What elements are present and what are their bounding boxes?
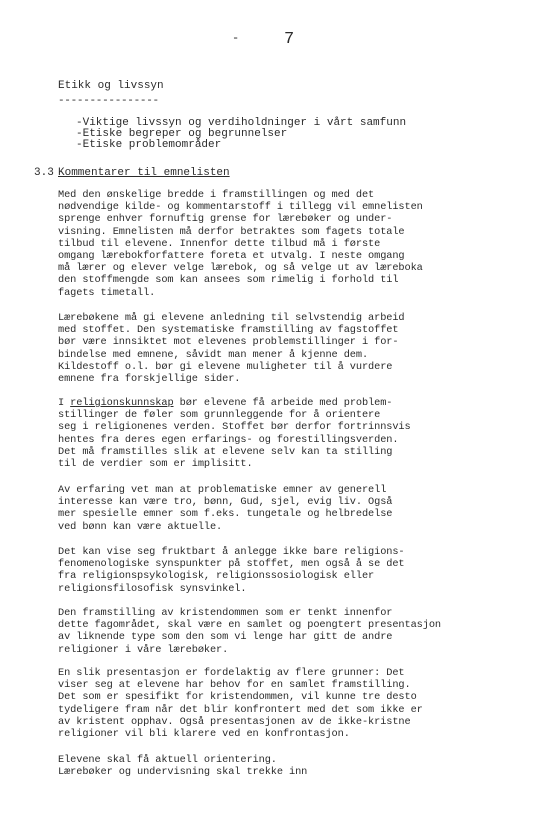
paragraph-5 xyxy=(58,546,405,595)
text-line: tilbud til elevene. Innenfor dette tilbud må i første xyxy=(58,237,381,250)
text-line: stillinger de føler som grunnleggende for å orientere xyxy=(58,409,381,422)
text-line: religionsfilosofisk synsvinkel. xyxy=(58,582,247,595)
text-line: hentes fra deres egen erfarings- og forestillingsverden. xyxy=(58,433,399,446)
text-line: omgang lærebokforfattere foreta et utvalg. I neste omgang xyxy=(58,250,405,263)
text-line: religioner i våre lærebøker. xyxy=(58,643,229,656)
text-line: til de verdier som er implisitt. xyxy=(58,458,253,471)
text-line: bindelse med emnene, såvidt man mener å kjenne dem. xyxy=(58,348,369,361)
text-line: emnene fra forskjellige sider. xyxy=(58,373,241,386)
text-line: bør være innsiktet mot elevenes problemstillinger i for- xyxy=(58,336,399,349)
topic-item: -Viktige livssyn og verdiholdninger i vårt samfunn xyxy=(76,117,407,129)
page-number: 7 xyxy=(284,30,295,49)
topic-item: -Etiske begreper og begrunnelser xyxy=(76,128,288,140)
text-line: må lærer og elever velge lærebok, og så velge ut av læreboka xyxy=(58,262,423,275)
text-line: visning. Emnelisten må derfor betraktes som fagets totale xyxy=(58,225,405,238)
text-line: den stoffmengde som kan ansees som rimelig i forhold til xyxy=(58,274,399,287)
heading-etikk-og-livssyn: Etikk og livssyn xyxy=(58,80,164,92)
text-line: mer spesielle emner som f.eks. tungetale og helbredelse xyxy=(58,508,393,521)
text-line: fra religionspsykologisk, religionssosiologisk eller xyxy=(58,570,375,583)
paragraph-3 xyxy=(58,397,411,470)
text-line: Det kan vise seg fruktbart å anlegge ikke bare religions- xyxy=(58,546,405,558)
text-line: Det som er spesifikt for kristendommen, vil kunne tre desto xyxy=(58,691,417,704)
paragraph-2 xyxy=(58,312,405,385)
text-line: nødvendige kilde- og kommentarstoff i tillegg vil emnelisten xyxy=(58,201,423,214)
text-line: Den framstilling av kristendommen som er tenkt innenfor xyxy=(58,607,393,619)
text-line: interesse kan være tro, bønn, Gud, sjel, evig liv. Også xyxy=(58,496,393,509)
text-line: viser seg at elevene har behov for en samlet framstilling. xyxy=(58,679,411,692)
topic-list xyxy=(76,118,406,151)
text-line: Lærebøker og undervisning skal trekke inn xyxy=(58,766,308,779)
text-line: Det må framstilles slik at elevene selv kan ta stilling xyxy=(58,445,393,458)
paragraph-4 xyxy=(58,484,392,533)
text-line: En slik presentasjon er fordelaktig av flere grunner: Det xyxy=(58,667,405,679)
text-line: av kristent opphav. Også presentasjonen av de ikke-kristne xyxy=(58,715,411,728)
text-line: med stoffet. Den systematiske framstilling av fagstoffet xyxy=(58,324,399,337)
paragraph-6 xyxy=(58,607,441,656)
text-line: Av erfaring vet man at problematiske emner av generell xyxy=(58,484,387,496)
text-line: religioner vil bli klarere ved en konfrontasjon. xyxy=(58,728,350,741)
line-prefix: I xyxy=(58,397,71,409)
text-line: Elevene skal få aktuell orientering. xyxy=(58,754,277,766)
text-line xyxy=(58,397,411,409)
text-line: dette fagområdet, skal være en samlet og poengtert presentasjon xyxy=(58,619,441,632)
section-number: 3.3 xyxy=(34,167,54,179)
top-mark: - xyxy=(232,31,240,45)
section-title: Kommentarer til emnelisten xyxy=(58,167,230,179)
text-line: ved bønn kan være aktuelle. xyxy=(58,520,223,533)
paragraph-8 xyxy=(58,754,307,778)
paragraph-1 xyxy=(58,189,423,299)
text-line: fagets timetall. xyxy=(58,286,156,299)
text-line: Lærebøkene må gi elevene anledning til selvstendig arbeid xyxy=(58,312,405,324)
topic-item: -Etiske problemområder xyxy=(76,139,222,151)
line-suffix: bør elevene få arbeide med problem- xyxy=(173,397,393,409)
text-line: av liknende type som den som vi lenge har gitt de andre xyxy=(58,631,393,644)
text-line: Med den ønskelige bredde i framstillingen og med det xyxy=(58,189,375,201)
text-line: seg i religionenes verden. Stoffet bør derfor fortrinnsvis xyxy=(58,421,411,434)
text-line: sprenge enhver fornuftig grense for lærebøker og under- xyxy=(58,213,393,226)
paragraph-7 xyxy=(58,667,423,740)
text-line: tydeligere fram når det blir konfrontert med det som ikke er xyxy=(58,703,423,716)
heading-underline: ---------------- xyxy=(58,95,159,107)
text-line: Kildestoff o.l. bør gi elevene muligheter til å vurdere xyxy=(58,360,393,373)
text-line: fenomenologiske synspunkter på stoffet, men også å se det xyxy=(58,558,405,571)
underlined-term-religionskunnskap: religionskunnskap xyxy=(70,397,174,409)
